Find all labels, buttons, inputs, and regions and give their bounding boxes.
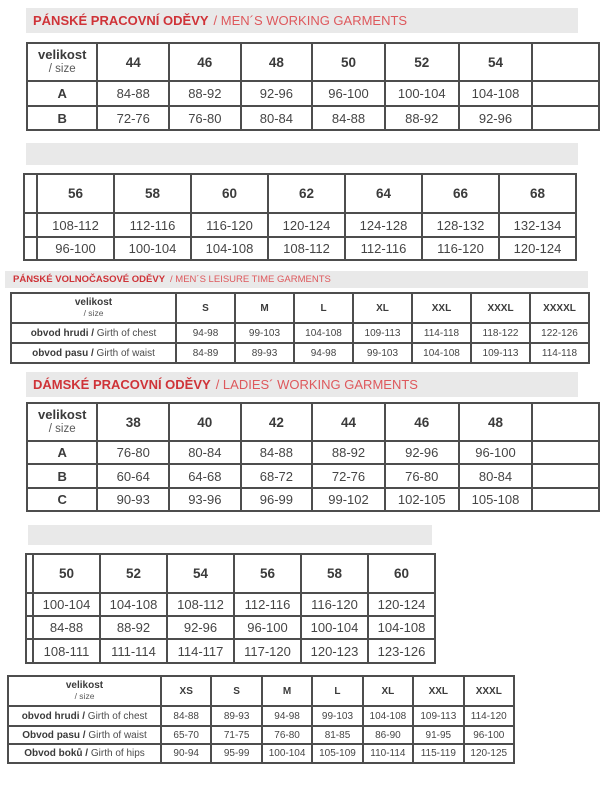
size-range-cell: 108-112 [268, 237, 345, 260]
size-range-cell: 80-84 [241, 106, 313, 130]
size-col-header: 46 [169, 43, 241, 81]
size-col-header: 44 [312, 403, 385, 441]
size-col-header: S [176, 293, 235, 323]
size-range-cell: 99-103 [235, 323, 294, 343]
size-label: velikost [74, 297, 113, 309]
size-range-cell: 94-98 [262, 706, 312, 726]
size-range-cell: 99-103 [312, 706, 362, 726]
size-col-header: 68 [499, 174, 576, 213]
size-range-cell: 96-100 [312, 81, 385, 106]
size-range-cell: 114-117 [167, 639, 234, 663]
clipped-empty-cell [26, 639, 33, 663]
table-mens-leisure [10, 292, 590, 364]
section-divider-bar [28, 525, 432, 545]
measure-row-label [8, 744, 161, 763]
clipped-empty-cell [24, 237, 37, 260]
clipped-empty-cell [532, 403, 599, 441]
size-range-cell: 120-124 [368, 593, 435, 616]
label-english: Girth of chest [94, 327, 157, 339]
clipped-empty-cell [26, 554, 33, 593]
size-range-cell: 88-92 [385, 106, 459, 130]
label-czech: Obvod pasu / [22, 729, 86, 741]
table-mens-working-part1 [26, 42, 600, 133]
size-sublabel: / size [83, 308, 104, 319]
measure-row-label: C [27, 488, 97, 511]
size-sublabel: / size [48, 63, 76, 76]
size-range-cell: 104-108 [100, 593, 167, 616]
size-range-cell: 71-75 [211, 726, 261, 744]
size-range-cell: 90-93 [97, 488, 169, 511]
size-header-cell [11, 293, 176, 323]
measure-row-label: A [27, 81, 97, 106]
section-title-ladies-working [26, 372, 578, 397]
table-row [26, 639, 435, 663]
size-col-header: 62 [268, 174, 345, 213]
clipped-empty-cell [26, 593, 33, 616]
size-range-cell: 92-96 [167, 616, 234, 639]
size-col-header: XXXXL [530, 293, 589, 323]
measure-row-label: B [27, 464, 97, 488]
size-range-cell: 99-102 [312, 488, 385, 511]
size-range-cell: 96-100 [459, 441, 533, 464]
size-col-header: XXL [412, 293, 471, 323]
size-col-header: XXL [413, 676, 463, 706]
size-col-header: 48 [459, 403, 533, 441]
size-range-cell: 88-92 [312, 441, 385, 464]
size-range-cell: 104-108 [412, 343, 471, 363]
table-header-row [26, 554, 435, 593]
size-range-cell: 109-113 [413, 706, 463, 726]
size-header-cell [8, 676, 161, 706]
size-col-header: 38 [97, 403, 169, 441]
size-range-cell: 86-90 [363, 726, 413, 744]
size-range-cell: 105-109 [312, 744, 362, 763]
size-range-cell: 94-98 [176, 323, 235, 343]
size-label: velikost [38, 47, 87, 63]
size-col-header: XS [161, 676, 211, 706]
size-col-header: 60 [368, 554, 435, 593]
size-range-cell: 95-99 [211, 744, 261, 763]
size-range-cell: 108-111 [33, 639, 100, 663]
clipped-empty-cell [26, 616, 33, 639]
size-range-cell: 105-108 [459, 488, 533, 511]
clipped-empty-cell [24, 213, 37, 237]
size-range-cell: 115-119 [413, 744, 463, 763]
size-range-cell: 99-103 [353, 343, 412, 363]
label-english: Girth of chest [85, 710, 148, 722]
label-czech: obvod hrudi / [21, 710, 86, 722]
size-range-cell: 104-108 [294, 323, 353, 343]
table-ladies-working-part1 [26, 402, 600, 514]
section-title-czech: DÁMSKÉ PRACOVNÍ ODĚVY [33, 377, 211, 392]
size-table [10, 292, 590, 364]
size-range-cell: 120-124 [499, 237, 576, 260]
size-range-cell: 132-134 [499, 213, 576, 237]
size-range-cell: 80-84 [459, 464, 533, 488]
size-range-cell: 128-132 [422, 213, 499, 237]
table-row [27, 106, 599, 130]
size-table [7, 675, 515, 764]
measure-row-label: B [27, 106, 97, 130]
size-col-header: 52 [100, 554, 167, 593]
size-range-cell: 108-112 [37, 213, 114, 237]
size-range-cell: 104-108 [363, 706, 413, 726]
size-range-cell: 100-104 [301, 616, 368, 639]
size-range-cell: 116-120 [191, 213, 268, 237]
clipped-empty-cell [532, 81, 599, 106]
label-czech: obvod hrudi / [30, 327, 95, 339]
label-english: Girth of waist [93, 347, 155, 359]
size-sublabel: / size [48, 423, 76, 436]
label-english: Girth of waist [85, 729, 147, 741]
table-row [24, 213, 576, 237]
size-table [26, 42, 600, 131]
size-range-cell: 96-100 [37, 237, 114, 260]
table-row [8, 726, 514, 744]
size-range-cell: 84-88 [33, 616, 100, 639]
measure-row-label [8, 706, 161, 726]
size-col-header: 60 [191, 174, 268, 213]
size-range-cell: 110-114 [363, 744, 413, 763]
size-range-cell: 68-72 [241, 464, 313, 488]
label-english: Girth of hips [88, 748, 145, 759]
size-col-header: 54 [459, 43, 533, 81]
table-row [8, 744, 514, 763]
size-col-header: XXXL [471, 293, 530, 323]
size-col-header: S [211, 676, 261, 706]
clipped-empty-cell [532, 488, 599, 511]
size-col-header: 54 [167, 554, 234, 593]
size-range-cell: 100-104 [33, 593, 100, 616]
clipped-empty-cell [532, 464, 599, 488]
size-col-header: 48 [241, 43, 313, 81]
section-title-english: / MEN´S WORKING GARMENTS [213, 13, 408, 28]
size-range-cell: 114-118 [412, 323, 471, 343]
size-range-cell: 96-100 [464, 726, 514, 744]
size-range-cell: 96-100 [234, 616, 301, 639]
size-range-cell: 76-80 [169, 106, 241, 130]
size-range-cell: 92-96 [385, 441, 459, 464]
size-range-cell: 93-96 [169, 488, 241, 511]
size-range-cell: 116-120 [301, 593, 368, 616]
section-title-czech: PÁNSKÉ VOLNOČASOVÉ ODĚVY [13, 274, 166, 285]
size-range-cell: 112-116 [345, 237, 422, 260]
size-range-cell: 92-96 [459, 106, 533, 130]
size-range-cell: 84-89 [176, 343, 235, 363]
size-range-cell: 72-76 [312, 464, 385, 488]
size-range-cell: 120-124 [268, 213, 345, 237]
table-ladies-working-part2 [25, 553, 436, 664]
size-col-header: L [312, 676, 362, 706]
size-col-header: 50 [312, 43, 385, 81]
size-col-header: M [262, 676, 312, 706]
section-title-mens-leisure [5, 271, 588, 288]
measure-row-label [8, 726, 161, 744]
size-col-header: 58 [301, 554, 368, 593]
size-range-cell: 104-108 [191, 237, 268, 260]
section-title-czech: PÁNSKÉ PRACOVNÍ ODĚVY [33, 13, 209, 28]
size-col-header: 66 [422, 174, 499, 213]
clipped-empty-cell [24, 174, 37, 213]
size-range-cell: 104-108 [368, 616, 435, 639]
size-range-cell: 88-92 [100, 616, 167, 639]
size-label: velikost [38, 407, 87, 423]
size-col-header: 56 [234, 554, 301, 593]
size-col-header: 58 [114, 174, 191, 213]
table-row [11, 343, 589, 363]
size-range-cell: 89-93 [235, 343, 294, 363]
size-range-cell: 91-95 [413, 726, 463, 744]
size-range-cell: 122-126 [530, 323, 589, 343]
size-range-cell: 76-80 [97, 441, 169, 464]
table-row [27, 81, 599, 106]
table-header-row [24, 174, 576, 213]
size-range-cell: 60-64 [97, 464, 169, 488]
table-row [27, 441, 599, 464]
size-range-cell: 92-96 [241, 81, 313, 106]
size-range-cell: 100-104 [385, 81, 459, 106]
size-range-cell: 88-92 [169, 81, 241, 106]
size-sublabel: / size [74, 691, 95, 702]
table-row [26, 616, 435, 639]
size-range-cell: 76-80 [262, 726, 312, 744]
size-range-cell: 109-113 [471, 343, 530, 363]
measure-row-label: A [27, 441, 97, 464]
size-col-header: 46 [385, 403, 459, 441]
size-range-cell: 76-80 [385, 464, 459, 488]
size-range-cell: 84-88 [97, 81, 169, 106]
size-range-cell: 84-88 [241, 441, 313, 464]
table-row [11, 323, 589, 343]
size-header-cell [27, 403, 97, 441]
size-range-cell: 118-122 [471, 323, 530, 343]
clipped-empty-cell [532, 106, 599, 130]
size-col-header: XL [363, 676, 413, 706]
table-header-row [27, 403, 599, 441]
size-range-cell: 65-70 [161, 726, 211, 744]
size-range-cell: 104-108 [459, 81, 533, 106]
label-czech: Obvod boků / [24, 748, 89, 759]
table-row [26, 593, 435, 616]
size-range-cell: 100-104 [262, 744, 312, 763]
section-title-mens-working [26, 8, 578, 33]
size-range-cell: 116-120 [422, 237, 499, 260]
size-range-cell: 120-123 [301, 639, 368, 663]
size-range-cell: 114-118 [530, 343, 589, 363]
size-range-cell: 64-68 [169, 464, 241, 488]
table-row [8, 706, 514, 726]
table-mens-working-part2 [23, 173, 577, 261]
size-col-header: 40 [169, 403, 241, 441]
table-ladies-leisure [7, 675, 515, 764]
clipped-empty-cell [532, 441, 599, 464]
table-header-row [11, 293, 589, 323]
size-table [26, 402, 600, 512]
size-range-cell: 84-88 [312, 106, 385, 130]
size-header-cell [27, 43, 97, 81]
size-col-header: XXXL [464, 676, 514, 706]
table-row [24, 237, 576, 260]
measure-row-label [11, 343, 176, 363]
size-range-cell: 117-120 [234, 639, 301, 663]
label-czech: obvod pasu / [32, 347, 94, 359]
size-range-cell: 89-93 [211, 706, 261, 726]
table-header-row [8, 676, 514, 706]
size-range-cell: 120-125 [464, 744, 514, 763]
size-range-cell: 124-128 [345, 213, 422, 237]
size-col-header: M [235, 293, 294, 323]
size-col-header: 42 [241, 403, 313, 441]
size-range-cell: 114-120 [464, 706, 514, 726]
table-row [27, 488, 599, 511]
size-range-cell: 112-116 [234, 593, 301, 616]
size-range-cell: 102-105 [385, 488, 459, 511]
section-title-english: / LADIES´ WORKING GARMENTS [215, 377, 418, 392]
size-range-cell: 123-126 [368, 639, 435, 663]
measure-row-label [11, 323, 176, 343]
size-col-header: XL [353, 293, 412, 323]
size-range-cell: 90-94 [161, 744, 211, 763]
size-range-cell: 84-88 [161, 706, 211, 726]
size-col-header: L [294, 293, 353, 323]
table-header-row [27, 43, 599, 81]
size-label: velikost [65, 680, 104, 692]
size-range-cell: 112-116 [114, 213, 191, 237]
clipped-empty-cell [532, 43, 599, 81]
size-table [25, 553, 436, 664]
size-col-header: 64 [345, 174, 422, 213]
size-range-cell: 81-85 [312, 726, 362, 744]
size-range-cell: 100-104 [114, 237, 191, 260]
size-col-header: 56 [37, 174, 114, 213]
size-col-header: 50 [33, 554, 100, 593]
size-range-cell: 72-76 [97, 106, 169, 130]
size-range-cell: 80-84 [169, 441, 241, 464]
size-table [23, 173, 577, 261]
section-divider-bar [26, 143, 578, 165]
size-col-header: 44 [97, 43, 169, 81]
size-range-cell: 111-114 [100, 639, 167, 663]
size-range-cell: 96-99 [241, 488, 313, 511]
size-col-header: 52 [385, 43, 459, 81]
size-range-cell: 109-113 [353, 323, 412, 343]
size-range-cell: 108-112 [167, 593, 234, 616]
table-row [27, 464, 599, 488]
size-range-cell: 94-98 [294, 343, 353, 363]
section-title-english: / MEN´S LEISURE TIME GARMENTS [170, 274, 331, 285]
